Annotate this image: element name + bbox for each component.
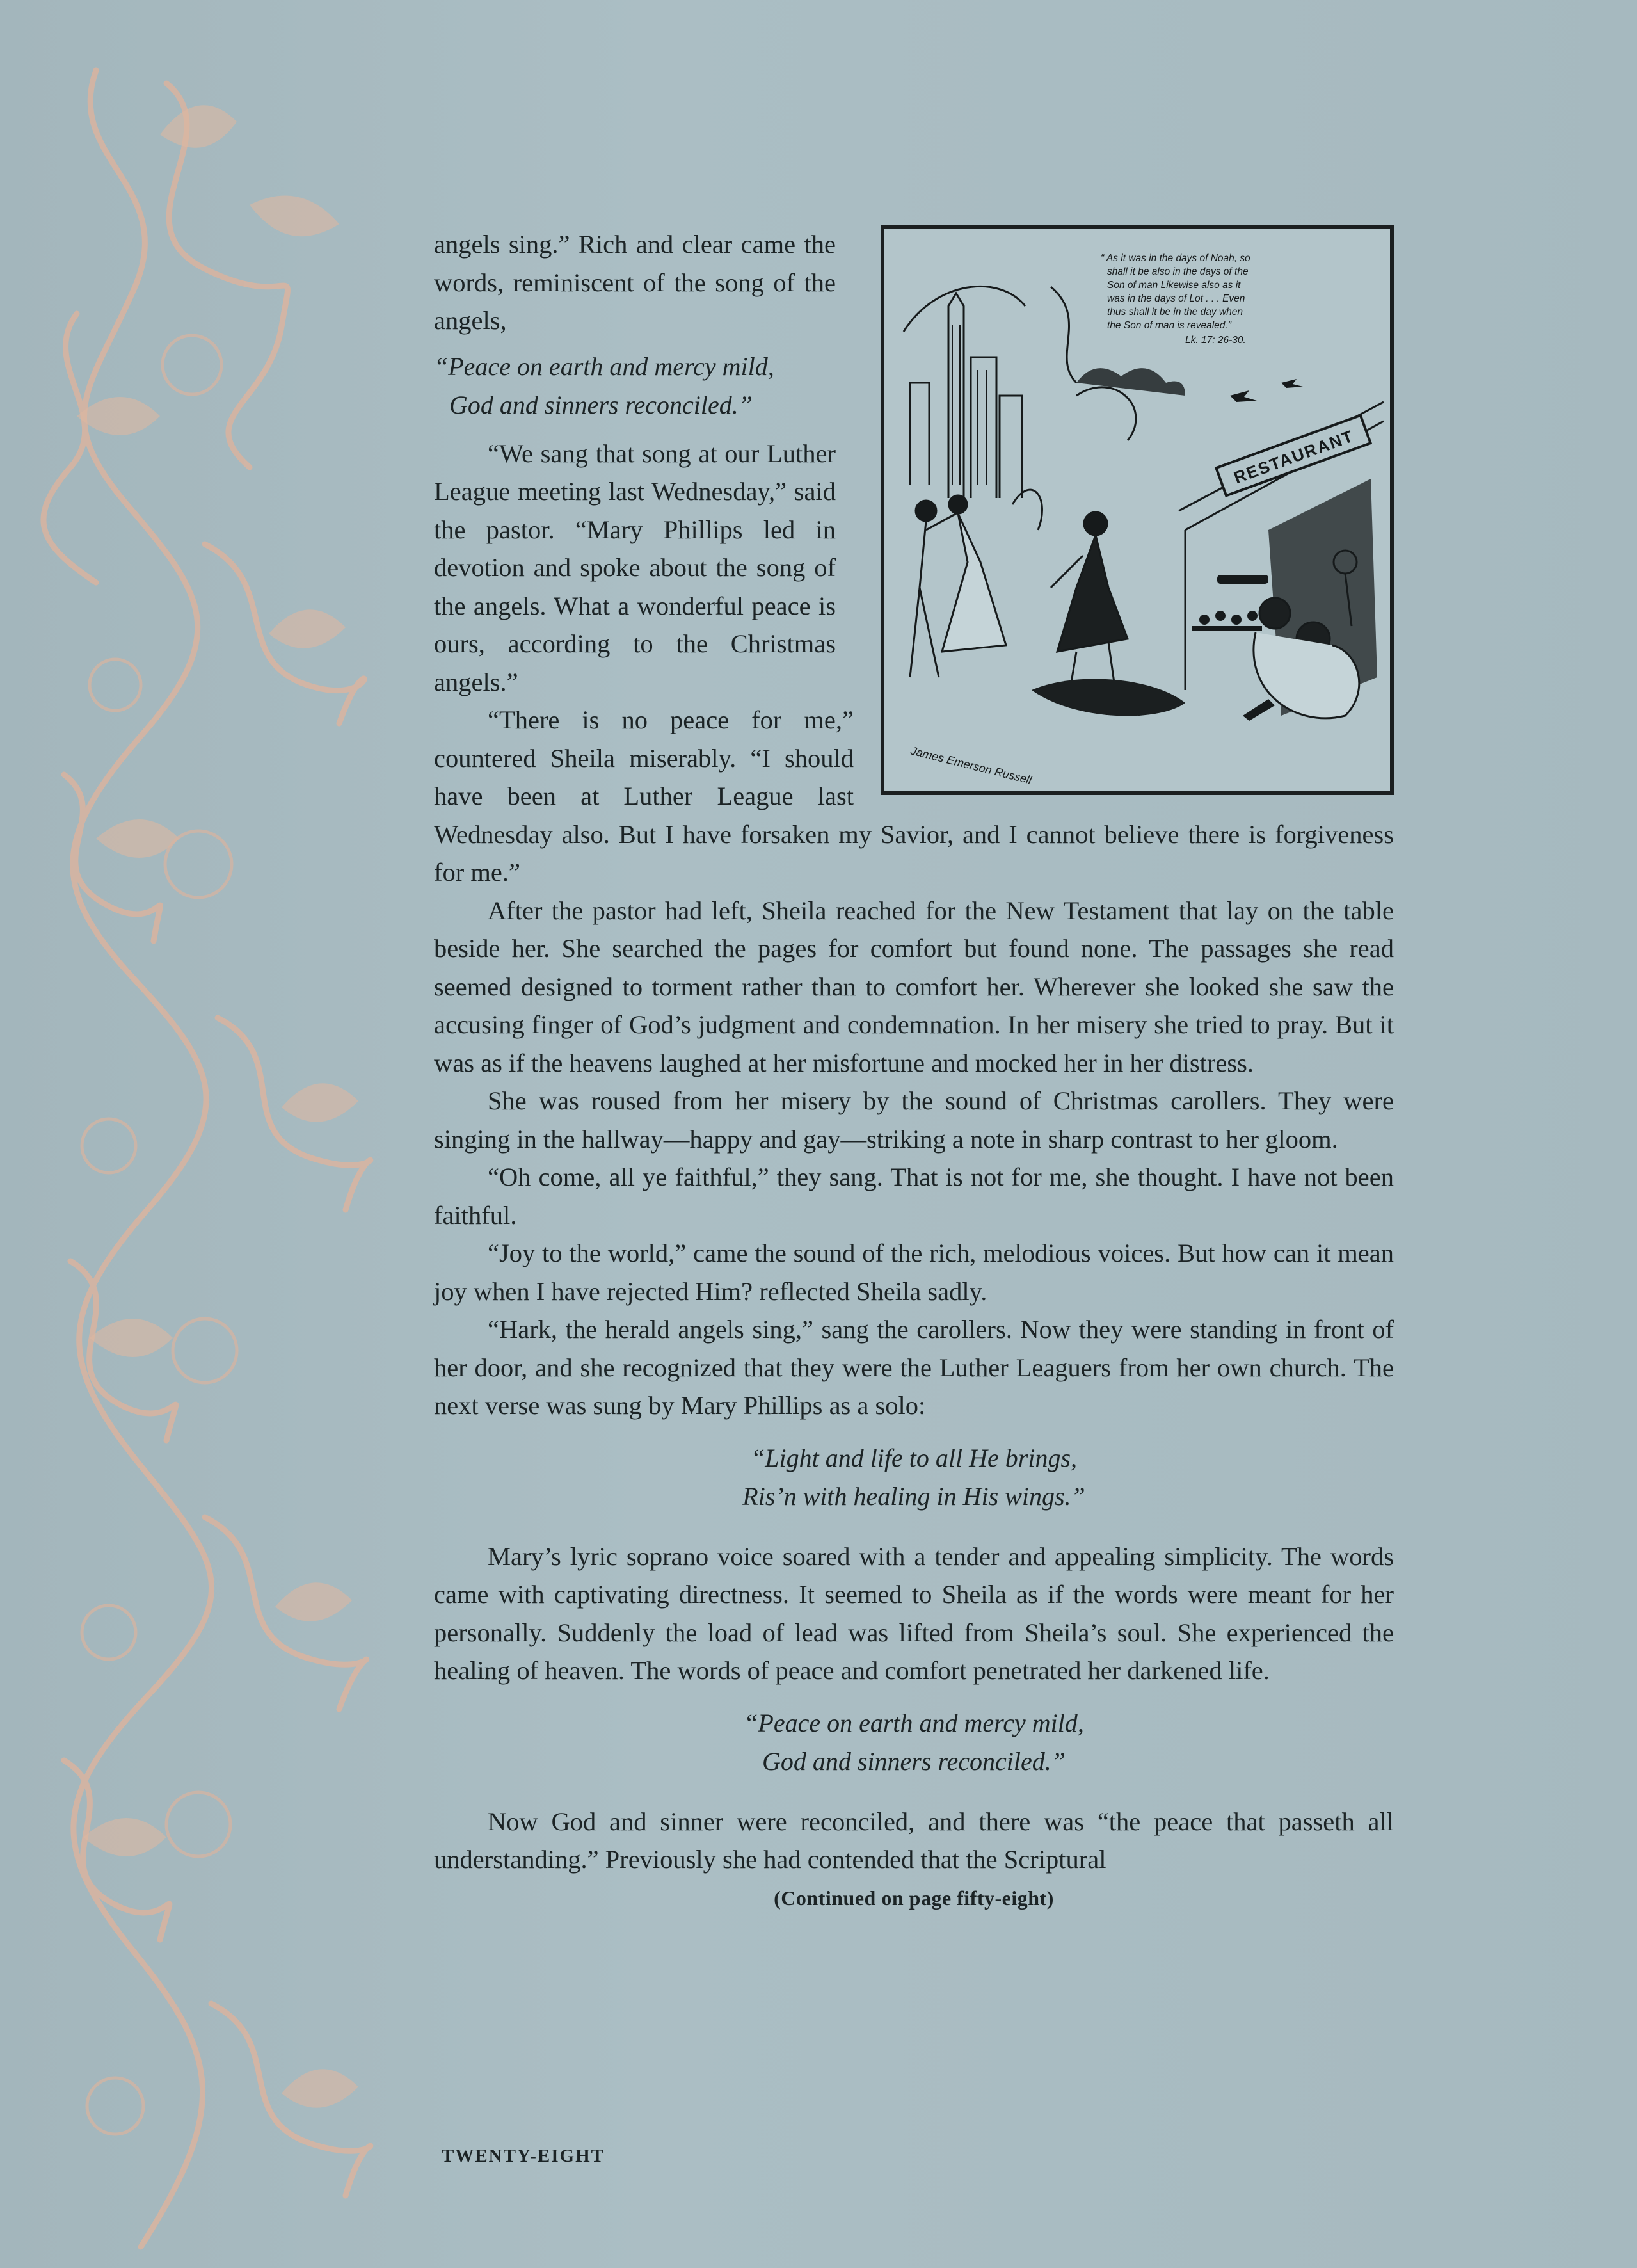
artist-signature: James Emerson Russell	[909, 744, 1034, 787]
caption-line: “ As it was in the days of Noah, so	[1101, 253, 1250, 264]
continued-note: (Continued on page fifty-eight)	[774, 1886, 1054, 1910]
article-column	[434, 225, 1394, 1910]
verse-line: “Peace on earth and mercy mild,	[744, 1708, 1084, 1737]
verse-line: “Peace on earth and mercy mild,	[434, 351, 774, 381]
verse-line: Ris’n with healing in His wings.”	[742, 1481, 1085, 1511]
verse-line: God and sinners reconciled.”	[449, 390, 753, 419]
paragraph: After the pastor had left, Sheila reached for the New Testament that lay on the table beside her. She searched the pages for comfort but found none. The passages she read seemed designed to torment rather than to comfort her. Wherever she looked she saw the accusing finger of God’s judgment and condemnation. In her misery she tried to pray. But it was as if the heavens laughed at her misfortune and mocked her in her distress.	[434, 896, 1394, 1077]
cartoon-illustration	[884, 229, 1390, 791]
caption-line: shall it be also in the days of the	[1107, 266, 1249, 277]
caption-line: thus shall it be in the day when	[1107, 307, 1243, 318]
floral-scroll-ornament	[38, 58, 397, 2260]
page-number: TWENTY-EIGHT	[442, 2146, 605, 2166]
paragraph: “Joy to the world,” came the sound of the rich, melodious voices. But how can it mean joy when I have rejected Him? reflected Sheila sadly.	[434, 1239, 1394, 1306]
paragraph: Now God and sinner were reconciled, and there was “the peace that passeth all understanding.” Previously she had contended that the Scriptural	[434, 1806, 1394, 1874]
caption-reference: Lk. 17: 26-30.	[1185, 335, 1246, 346]
verse-quote	[434, 1439, 1394, 1516]
paragraph: Mary’s lyric soprano voice soared with a tender and appealing simplicity. The words came with captivating directness. It seemed to Sheila as if the words were meant for her personally. Suddenly the load of lead was lifted from Sheila’s soul. She experienced the healing of heaven. The words of peace and comfort penetrated her darkened life.	[434, 1541, 1394, 1685]
verse-quote	[434, 1704, 1394, 1781]
caption-line: was in the days of Lot . . . Even	[1107, 293, 1245, 304]
caption-line: Son of man Likewise also as it	[1107, 280, 1241, 291]
verse-quote	[434, 348, 836, 424]
caption-line: the Son of man is revealed.”	[1107, 320, 1231, 331]
paragraph: “There is no peace for me,” countered Sheila miserably. “I should have been at Luther League last Wednesday also. But I have forsaken my Savior, and I cannot believe there is forgiveness for me.”	[434, 705, 1394, 887]
verse-line: “Light and life to all He brings,	[750, 1443, 1078, 1472]
paragraph: “Hark, the herald angels sing,” sang the carollers. Now they were standing in front of her door, and she recognized that they were the Luther Leaguers from her own church. The next verse was sung by Mary Phillips as a solo:	[434, 1315, 1394, 1420]
paragraph: “We sang that song at our Luther League meeting last Wednesday,” said the pastor. “Mary Phillips led in devotion and spoke about the song of the angels. What a wonderful peace is ours, according to the Christmas angels.”	[434, 438, 836, 696]
verse-line: God and sinners reconciled.”	[762, 1746, 1066, 1776]
paragraph: angels sing.” Rich and clear came the words, reminiscent of the song of the angels,	[434, 230, 836, 335]
illustration-frame	[881, 225, 1394, 795]
restaurant-sign: RESTAURANT	[1231, 426, 1357, 488]
paragraph: “Oh come, all ye faithful,” they sang. That is not for me, she thought. I have not been faithful.	[434, 1162, 1394, 1230]
paragraph: She was roused from her misery by the sound of Christmas carollers. They were singing in the hallway—happy and gay—striking a note in sharp contrast to her gloom.	[434, 1086, 1394, 1154]
